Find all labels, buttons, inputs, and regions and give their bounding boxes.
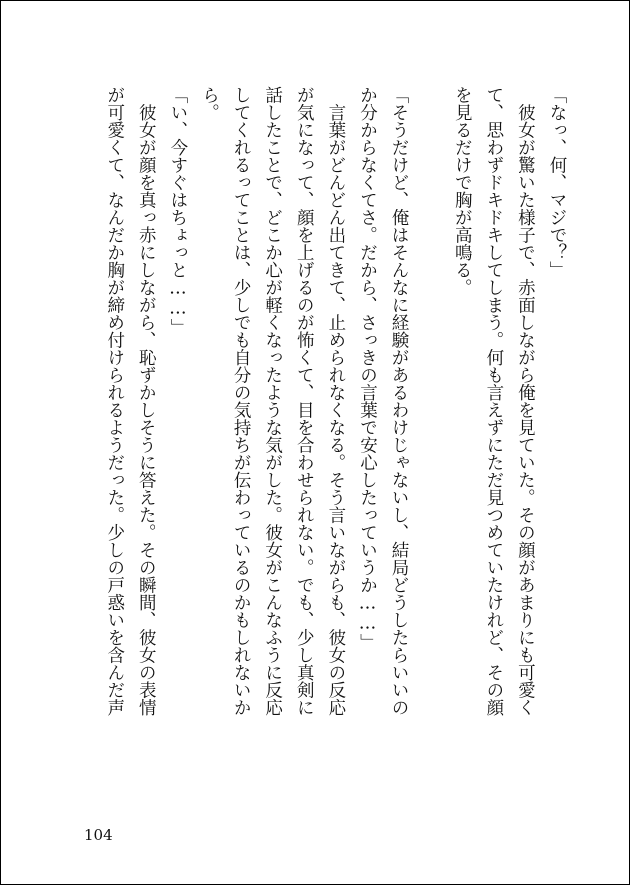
text-line: が可愛くて、なんだか胸が締め付けられるようだった。少しの戸惑いを含んだ声	[104, 86, 125, 716]
text-line: て、思わずドキドキしてしまう。何も言えずにただ見つめていたけれど、その顔	[483, 86, 504, 716]
text-line: 彼女が顔を真っ赤にしながら、恥ずかしそうに答えた。その瞬間、彼女の表情	[136, 86, 157, 716]
page-number: 104	[84, 826, 113, 844]
text-line: か分からなくてさ。だから、さっきの言葉で安心したっていうか……」	[357, 86, 378, 651]
vertical-text-body	[98, 86, 572, 806]
text-line: 「そうだけど、俺はそんなに経験があるわけじゃないし、結局どうしたらいいの	[389, 86, 410, 716]
text-line: 話したことで、どこか心が軽くなったような気がした。彼女がこんなふうに反応	[262, 86, 283, 716]
text-line: 「なっ、何、マジで？」	[547, 86, 567, 279]
text-line: 「い、今すぐはちょっと……」	[167, 86, 188, 336]
blank-line	[414, 86, 446, 806]
text-line: ら。	[199, 86, 220, 121]
text-line: が気になって、顔を上げるのが怖くて、目を合わせられない。でも、少し真剣に	[294, 86, 315, 716]
text-line: を見るだけで胸が高鳴る。	[452, 86, 473, 296]
text-line: 言葉がどんどん出てきて、止められなくなる。そう言いながらも、彼女の反応	[325, 86, 346, 716]
text-line: してくれるってことは、少しでも自分の気持ちが伝わっているのかもしれないか	[231, 86, 252, 716]
text-line: 彼女が驚いた様子で、赤面しながら俺を見ていた。その顔があまりにも可愛く	[515, 86, 536, 716]
